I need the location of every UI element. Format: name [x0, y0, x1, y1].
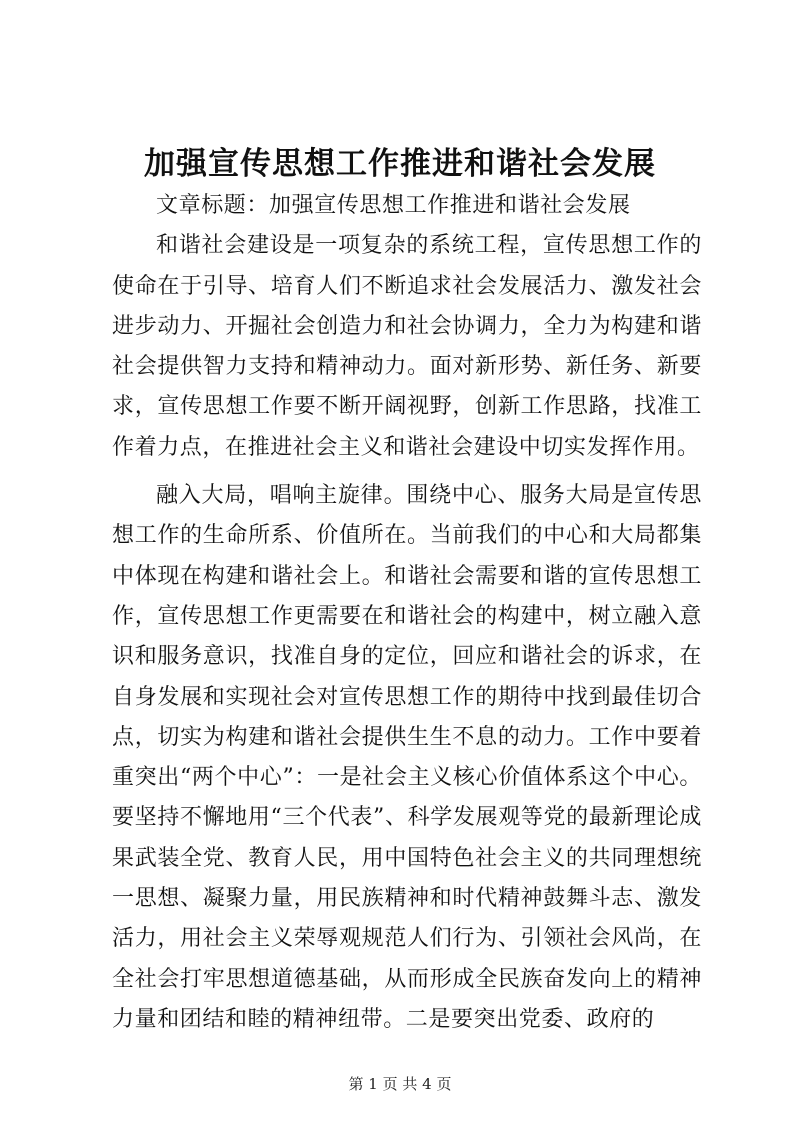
paragraph-article-heading: 文章标题：加强宣传思想工作推进和谐社会发展: [156, 193, 631, 218]
page-number-footer: 第 1 页 共 4 页: [348, 1075, 452, 1093]
paragraph-main-theme: 融入大局，唱响主旋律。围绕中心、服务大局是宣传思想工作的生命所系、价值所在。当前我们的中心和大局都集中体现在构建和谐社会上。和谐社会需要和谐的宣传思想工作，宣传思想工作更需要在和谐社会的构建中，树立融入意识和服务意识，找准自身的定位，回应和谐社会的诉求，在自身发展和实现社会对宣传思想工作的期待中找到最佳切合点，切实为构建和谐社会提供生生不息的动力。工作中要着重突出“两个中心”：一是社会主义核心价值体系这个中心。要坚持不懈地用“三个代表”、科学发展观等党的最新理论成果武装全党、教育人民，用中国特色社会主义的共同理想统一思想、凝聚力量，用民族精神和时代精神鼓舞斗志、激发活力，用社会主义荣辱观规范人们行为、引领社会风尚，在全社会打牢思想道德基础，从而形成全民族奋发向上的精神力量和团结和睦的精神纽带。二是要突出党委、政府的: [112, 483, 702, 1032]
document-body: [112, 186, 702, 1040]
document-title: 加强宣传思想工作推进和谐社会发展: [144, 146, 656, 182]
paragraph-intro: 和谐社会建设是一项复杂的系统工程，宣传思想工作的使命在于引导、培育人们不断追求社会发展活力、激发社会进步动力、开掘社会创造力和社会协调力，全力为构建和谐社会提供智力支持和精神动力。面对新形势、新任务、新要求，宣传思想工作要不断开阔视野，创新工作思路，找准工作着力点，在推进社会主义和谐社会建设中切实发挥作用。: [112, 233, 702, 460]
